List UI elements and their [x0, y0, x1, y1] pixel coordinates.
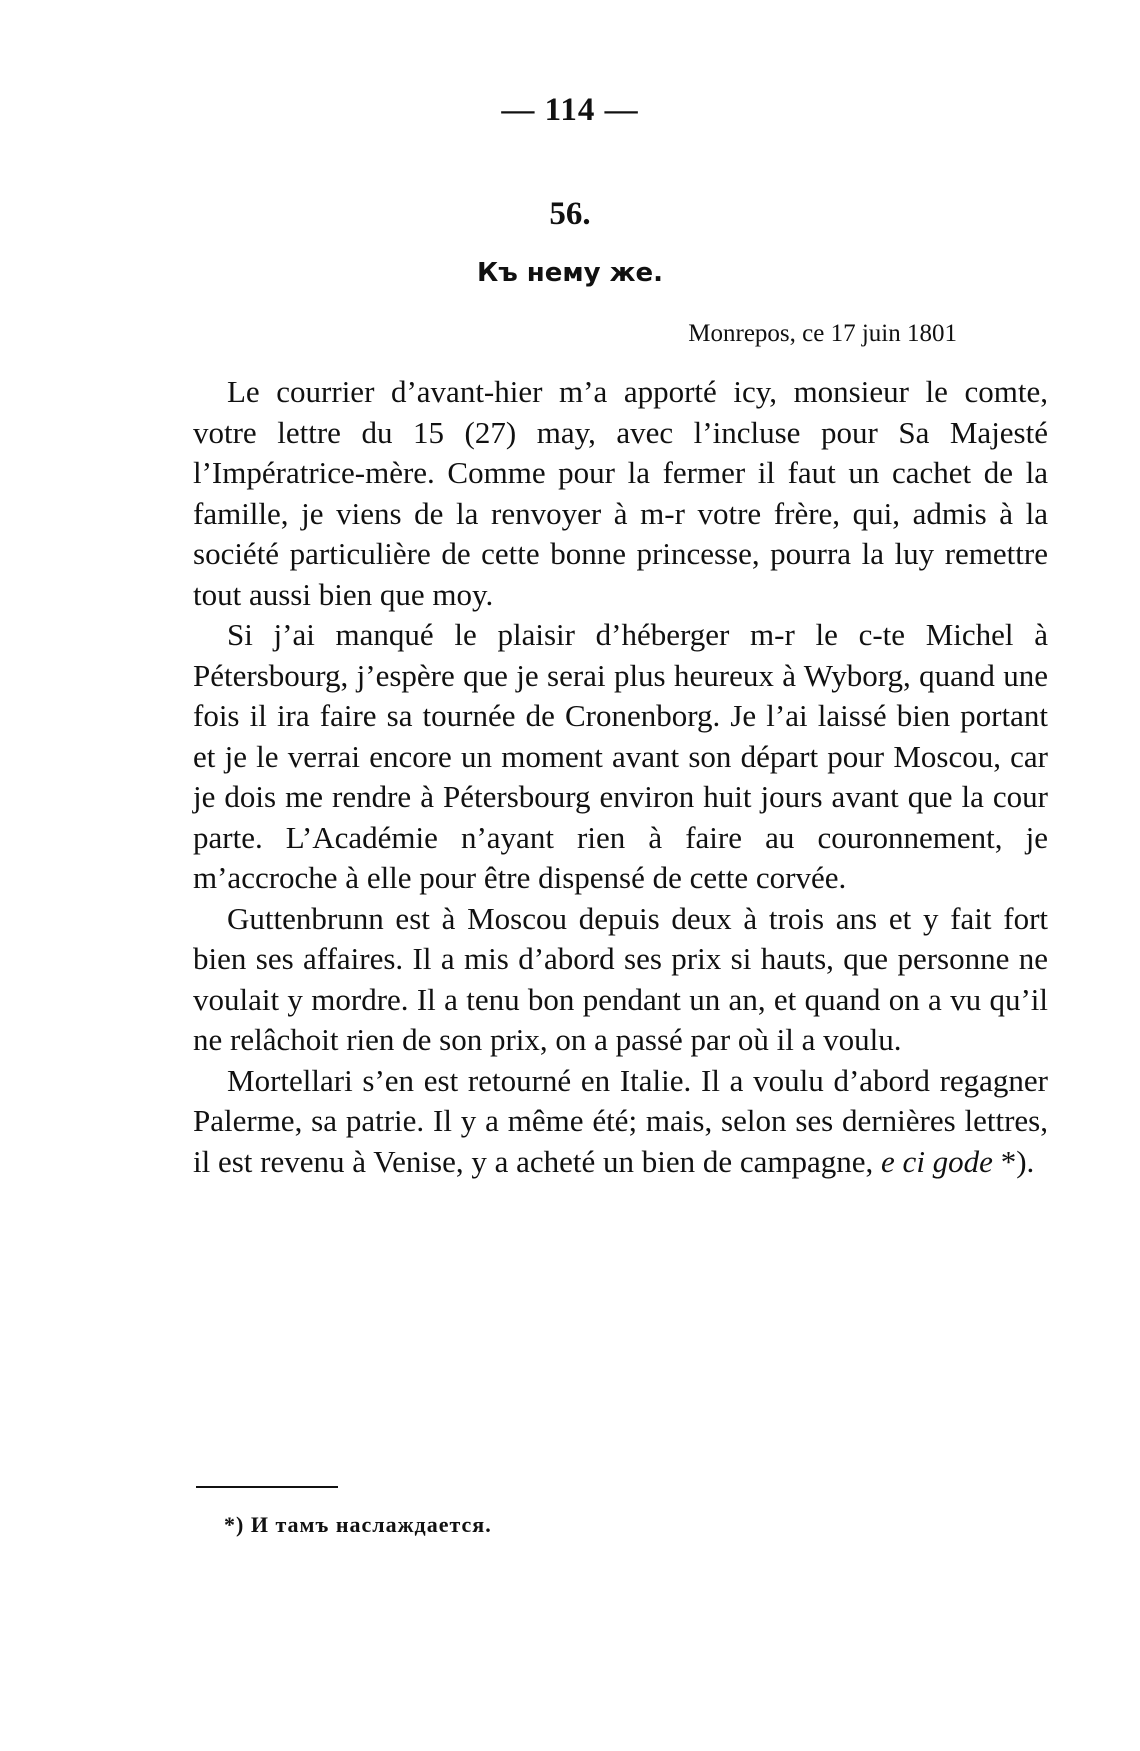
page-number: — 114 — — [501, 92, 639, 128]
letter-number: 56. — [549, 196, 591, 232]
letter-dateline: Monrepos, ce 17 juin 1801 — [688, 320, 957, 347]
footnote-reference: *). — [992, 1143, 1035, 1179]
italian-phrase: e ci gode — [881, 1143, 993, 1179]
paragraph-3: Guttenbrunn est à Moscou depuis deux à trois ans et y fait fort bien ses affaires. Il a mis d’abord ses prix si hauts, que personne ne voulait y mordre. Il a tenu bon pendant un an, et quand on a vu qu’il ne relâchoit rien de son prix, on a passé par où il a voulu. — [193, 900, 1048, 1057]
paragraph-4-text: Mortellari s’en est retourné en Italie. Il a voulu d’abord regagner Palerme, sa patrie. Il y a même été; mais, selon ses dernières lettres, il est revenu à Venise, y a acheté un bien de campagne, — [193, 1062, 1048, 1179]
paragraph-2: Si j’ai manqué le plaisir d’héberger m-r le c-te Michel à Pétersbourg, j’espère que je serai plus heureux à Wyborg, quand une fois il ira faire sa tournée de Cronenborg. Je l’ai laissé bien portant et je le verrai encore un moment avant son départ pour Moscou, car je dois me rendre à Pétersbourg environ huit jours avant que la cour parte. L’Académie n’ayant rien à faire au couronnement, je m’accroche à elle pour être dispensé de cette corvée. — [193, 617, 1048, 895]
paragraph-4 — [193, 1061, 1048, 1183]
letter-body — [193, 372, 1048, 1182]
paragraph-1: Le courrier d’avant-hier m’a apporté icy, monsieur le comte, votre lettre du 15 (27) may, avec l’incluse pour Sa Majesté l’Impératrice-mère. Comme pour la fermer il faut un cachet de la famille, je viens de la renvoyer à m-r votre frère, qui, admis à la société particulière de cette bonne princesse, pourra la luy remettre tout aussi bien que moy. — [193, 374, 1048, 612]
footnote-divider — [196, 1486, 338, 1488]
letter-recipient: Къ нему же. — [476, 258, 664, 288]
footnote: *) И тамъ наслаждается. — [224, 1512, 492, 1537]
